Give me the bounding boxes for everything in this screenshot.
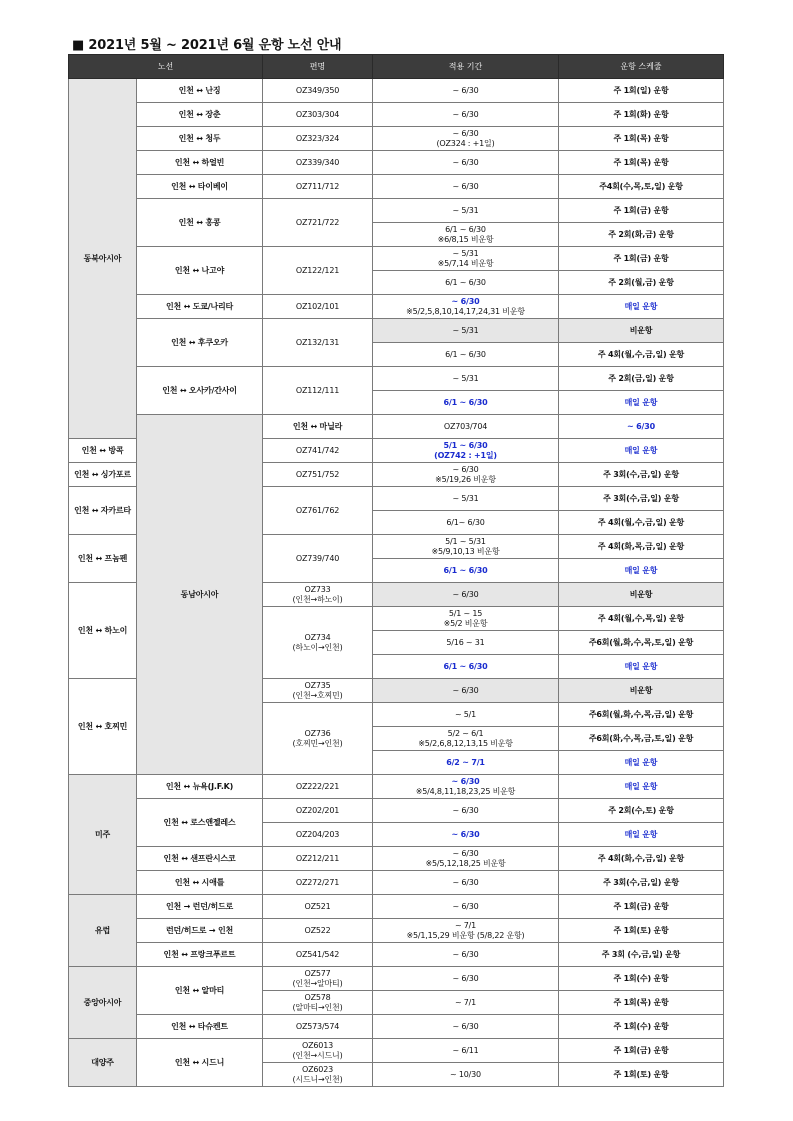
period-cell: ~ 6/30 bbox=[373, 79, 559, 103]
flight-cell: OZ339/340 bbox=[263, 151, 373, 175]
flight-cell: OZ521 bbox=[263, 895, 373, 919]
period-cell: ~ 6/30 bbox=[559, 415, 724, 439]
period-line: ~ 5/31 bbox=[452, 249, 479, 259]
period-cell: ~ 6/30 bbox=[373, 1015, 559, 1039]
flight-line: OZ736 bbox=[304, 729, 331, 739]
period-cell: ~ 6/11 bbox=[373, 1039, 559, 1063]
route-cell: 인천 ↔ 호찌민 bbox=[69, 679, 137, 775]
schedule-cell: 주6회(화,수,목,금,토,일) 운항 bbox=[559, 727, 724, 751]
flight-direction: (인천→호찌민) bbox=[292, 690, 343, 700]
schedule-cell: 매일 운항 bbox=[559, 751, 724, 775]
table-row bbox=[69, 871, 724, 895]
flight-cell: OZ212/211 bbox=[263, 847, 373, 871]
table-row bbox=[69, 175, 724, 199]
table-row bbox=[69, 103, 724, 127]
flight-cell: OZ541/542 bbox=[263, 943, 373, 967]
table-row bbox=[69, 415, 724, 439]
period-cell: 5/16 ~ 31 bbox=[373, 631, 559, 655]
period-cell bbox=[373, 775, 559, 799]
flight-cell bbox=[263, 1039, 373, 1063]
flight-cell: OZ112/111 bbox=[263, 367, 373, 415]
schedule-cell: 주 1회(목) 운항 bbox=[559, 151, 724, 175]
table-row bbox=[69, 919, 724, 943]
period-cell: 6/2 ~ 7/1 bbox=[373, 751, 559, 775]
region-cell: 동북아시아 bbox=[69, 79, 137, 439]
period-cell: ~ 10/30 bbox=[373, 1063, 559, 1087]
flight-line: OZ578 bbox=[304, 993, 331, 1003]
period-cell bbox=[373, 919, 559, 943]
route-cell: 인천 ↔ 싱가포르 bbox=[69, 463, 137, 487]
period-note: ※6/8,15 비운항 bbox=[437, 234, 494, 244]
schedule-cell: 주 1회(토) 운항 bbox=[559, 919, 724, 943]
period-cell: ~ 6/30 bbox=[373, 943, 559, 967]
schedule-cell: 매일 운항 bbox=[559, 775, 724, 799]
table-row bbox=[69, 847, 724, 871]
period-note: ※5/19,26 비운항 bbox=[435, 474, 496, 484]
route-cell: 인천 → 런던/히드로 bbox=[137, 895, 263, 919]
schedule-cell: 주 1회(금) 운항 bbox=[559, 1039, 724, 1063]
period-cell: 6/1~ 6/30 bbox=[373, 511, 559, 535]
flight-line: OZ734 bbox=[304, 633, 331, 643]
schedule-cell: 주4회(수,목,토,일) 운항 bbox=[559, 175, 724, 199]
period-cell: ~ 5/31 bbox=[373, 199, 559, 223]
schedule-cell: 주 1회(수) 운항 bbox=[559, 1015, 724, 1039]
period-line: ~ 6/30 bbox=[452, 465, 479, 475]
route-cell: 인천 ↔ 후쿠오카 bbox=[137, 319, 263, 367]
schedule-cell: 주 3회(수,금,일) 운항 bbox=[559, 871, 724, 895]
period-cell: 6/1 ~ 6/30 bbox=[373, 391, 559, 415]
route-cell: 인천 ↔ 도쿄/나리타 bbox=[137, 295, 263, 319]
period-cell: ~ 5/31 bbox=[373, 487, 559, 511]
route-cell: 인천 ↔ 프놈펜 bbox=[69, 535, 137, 583]
flight-cell: OZ522 bbox=[263, 919, 373, 943]
table-row bbox=[69, 1015, 724, 1039]
flight-line: OZ6023 bbox=[302, 1065, 333, 1075]
table-row bbox=[69, 127, 724, 151]
period-note: ※5/5,12,18,25 비운항 bbox=[425, 858, 506, 868]
schedule-cell: 주 2회(화,금) 운항 bbox=[559, 223, 724, 247]
period-cell: ~ 6/30 bbox=[373, 151, 559, 175]
flight-direction: (호찌민→인천) bbox=[292, 738, 343, 748]
period-cell: 6/1 ~ 6/30 bbox=[373, 655, 559, 679]
flight-direction: (하노이→인천) bbox=[292, 642, 343, 652]
period-line: ~ 6/30 bbox=[451, 777, 480, 787]
period-cell: 6/1 ~ 6/30 bbox=[373, 559, 559, 583]
period-note: (OZ324 : +1일) bbox=[436, 138, 495, 148]
table-row bbox=[69, 295, 724, 319]
route-cell: 인천 ↔ 로스앤젤레스 bbox=[137, 799, 263, 847]
header-row bbox=[69, 55, 724, 79]
period-line: ~ 7/1 bbox=[454, 921, 477, 931]
flight-cell: OZ272/271 bbox=[263, 871, 373, 895]
schedule-cell: 주 1회(화) 운항 bbox=[559, 103, 724, 127]
schedule-cell: 주 1회(일) 운항 bbox=[559, 79, 724, 103]
flight-cell bbox=[263, 703, 373, 775]
period-note: ※5/2,5,8,10,14,17,24,31 비운항 bbox=[406, 306, 525, 316]
table-row bbox=[69, 967, 724, 991]
route-cell: 인천 ↔ 타이베이 bbox=[137, 175, 263, 199]
schedule-cell: 매일 운항 bbox=[559, 655, 724, 679]
schedule-cell: 매일 운항 bbox=[559, 559, 724, 583]
schedule-cell: 매일 운항 bbox=[559, 439, 724, 463]
schedule-cell: 비운항 bbox=[559, 583, 724, 607]
region-cell: 대양주 bbox=[69, 1039, 137, 1087]
period-cell: ~ 5/31 bbox=[373, 367, 559, 391]
table-row bbox=[69, 319, 724, 343]
route-cell: 인천 ↔ 하얼빈 bbox=[137, 151, 263, 175]
period-line: 5/2 ~ 6/1 bbox=[447, 729, 484, 739]
period-cell: ~ 6/30 bbox=[373, 583, 559, 607]
period-cell: ~ 6/30 bbox=[373, 823, 559, 847]
schedule-cell: 주 2회(월,금) 운항 bbox=[559, 271, 724, 295]
period-cell bbox=[373, 727, 559, 751]
flight-line: OZ577 bbox=[304, 969, 331, 979]
schedule-cell: 주6회(월,화,수,목,토,일) 운항 bbox=[559, 631, 724, 655]
period-line: ~ 6/30 bbox=[451, 297, 480, 307]
schedule-cell: 주6회(월,화,수,목,금,일) 운항 bbox=[559, 703, 724, 727]
period-cell bbox=[373, 535, 559, 559]
period-line: ~ 6/30 bbox=[452, 849, 479, 859]
schedule-cell: 주 4회(월,수,금,일) 운항 bbox=[559, 343, 724, 367]
flight-cell: OZ202/201 bbox=[263, 799, 373, 823]
period-line: ~ 6/30 bbox=[452, 129, 479, 139]
schedule-cell: 매일 운항 bbox=[559, 823, 724, 847]
period-cell bbox=[373, 247, 559, 271]
flight-cell: OZ751/752 bbox=[263, 463, 373, 487]
period-note: ※5/9,10,13 비운항 bbox=[431, 546, 500, 556]
flight-cell: OZ222/221 bbox=[263, 775, 373, 799]
schedule-cell: 비운항 bbox=[559, 319, 724, 343]
flight-cell: OZ711/712 bbox=[263, 175, 373, 199]
schedule-cell: 주 1회(금) 운항 bbox=[559, 199, 724, 223]
schedule-cell: 주 4회(월,수,목,일) 운항 bbox=[559, 607, 724, 631]
period-cell: 6/1 ~ 6/30 bbox=[373, 271, 559, 295]
schedule-cell: 주 2회(수,토) 운항 bbox=[559, 799, 724, 823]
flight-direction: (알마티→인천) bbox=[292, 1002, 343, 1012]
flight-cell bbox=[263, 991, 373, 1015]
route-cell: 런던/히드로 → 인천 bbox=[137, 919, 263, 943]
period-note: ※5/1,15,29 비운항 (5/8,22 운항) bbox=[406, 930, 525, 940]
table-row bbox=[69, 199, 724, 223]
route-cell: 인천 ↔ 알마티 bbox=[137, 967, 263, 1015]
flight-cell: OZ573/574 bbox=[263, 1015, 373, 1039]
flight-line: OZ733 bbox=[304, 585, 331, 595]
table-row bbox=[69, 151, 724, 175]
table-row bbox=[69, 799, 724, 823]
period-cell: ~ 6/30 bbox=[373, 967, 559, 991]
table-row bbox=[69, 367, 724, 391]
period-cell bbox=[373, 607, 559, 631]
schedule-cell: 주 1회(목) 운항 bbox=[559, 127, 724, 151]
period-line: 5/1 ~ 5/31 bbox=[445, 537, 486, 547]
route-cell: 인천 ↔ 프랑크푸르트 bbox=[137, 943, 263, 967]
route-cell: 인천 ↔ 나고야 bbox=[137, 247, 263, 295]
schedule-cell: 비운항 bbox=[559, 679, 724, 703]
schedule-cell: 매일 운항 bbox=[559, 295, 724, 319]
flight-direction: (인천→시드니) bbox=[292, 1050, 343, 1060]
schedule-cell: 주 1회(수) 운항 bbox=[559, 967, 724, 991]
route-cell: 인천 ↔ 샌프란시스코 bbox=[137, 847, 263, 871]
table-row bbox=[69, 247, 724, 271]
flight-cell: OZ349/350 bbox=[263, 79, 373, 103]
region-cell: 중앙아시아 bbox=[69, 967, 137, 1039]
flight-cell: OZ761/762 bbox=[263, 487, 373, 535]
schedule-cell: 주 1회(금) 운항 bbox=[559, 247, 724, 271]
route-cell: 인천 ↔ 자카르타 bbox=[69, 487, 137, 535]
route-cell: 인천 ↔ 청두 bbox=[137, 127, 263, 151]
period-note: (OZ742 : +1일) bbox=[434, 450, 497, 460]
schedule-cell: 주 4회(화,수,금,일) 운항 bbox=[559, 847, 724, 871]
table-row bbox=[69, 79, 724, 103]
period-line: 5/1 ~ 6/30 bbox=[443, 441, 488, 451]
header-flight: 편명 bbox=[263, 55, 373, 79]
table-row bbox=[69, 895, 724, 919]
header-route: 노선 bbox=[69, 55, 263, 79]
period-cell: ~ 7/1 bbox=[373, 991, 559, 1015]
period-cell: ~ 6/30 bbox=[373, 679, 559, 703]
route-cell: 인천 ↔ 뉴욕(J.F.K) bbox=[137, 775, 263, 799]
flight-cell: OZ303/304 bbox=[263, 103, 373, 127]
period-note: ※5/7,14 비운항 bbox=[437, 258, 494, 268]
header-schedule: 운항 스케줄 bbox=[559, 55, 724, 79]
flight-direction: (시드니→인천) bbox=[292, 1074, 343, 1084]
flight-cell: OZ102/101 bbox=[263, 295, 373, 319]
period-cell: ~ 6/30 bbox=[373, 799, 559, 823]
route-cell: 인천 ↔ 하노이 bbox=[69, 583, 137, 679]
period-line: 6/1 ~ 6/30 bbox=[445, 225, 486, 235]
route-cell: 인천 ↔ 시애틀 bbox=[137, 871, 263, 895]
schedule-cell: 주 3회 (수,금,일) 운항 bbox=[559, 943, 724, 967]
table-row bbox=[69, 1039, 724, 1063]
flight-cell bbox=[263, 967, 373, 991]
flight-cell bbox=[263, 583, 373, 607]
table-row bbox=[69, 775, 724, 799]
flight-line: OZ735 bbox=[304, 681, 331, 691]
schedule-cell: 주 1회(목) 운항 bbox=[559, 991, 724, 1015]
flight-cell: OZ122/121 bbox=[263, 247, 373, 295]
route-cell: 인천 ↔ 마닐라 bbox=[263, 415, 373, 439]
region-cell: 동남아시아 bbox=[137, 415, 263, 775]
flight-cell: OZ323/324 bbox=[263, 127, 373, 151]
route-cell: 인천 ↔ 홍콩 bbox=[137, 199, 263, 247]
header-period: 적용 기간 bbox=[373, 55, 559, 79]
period-note: ※5/2 비운항 bbox=[443, 618, 488, 628]
period-cell: ~ 6/30 bbox=[373, 871, 559, 895]
route-cell: 인천 ↔ 방콕 bbox=[69, 439, 137, 463]
flight-cell: OZ204/203 bbox=[263, 823, 373, 847]
region-cell: 유럽 bbox=[69, 895, 137, 967]
period-cell: ~ 6/30 bbox=[373, 103, 559, 127]
period-cell bbox=[373, 223, 559, 247]
schedule-cell: 주 3회(수,금,일) 운항 bbox=[559, 487, 724, 511]
period-cell bbox=[373, 439, 559, 463]
flight-line: OZ6013 bbox=[302, 1041, 333, 1051]
schedule-cell: 주 1회(금) 운항 bbox=[559, 895, 724, 919]
period-cell: 6/1 ~ 6/30 bbox=[373, 343, 559, 367]
flight-cell bbox=[263, 1063, 373, 1087]
route-cell: 인천 ↔ 장춘 bbox=[137, 103, 263, 127]
period-cell bbox=[373, 295, 559, 319]
flight-cell: OZ739/740 bbox=[263, 535, 373, 583]
flight-cell: OZ741/742 bbox=[263, 439, 373, 463]
period-cell: ~ 5/31 bbox=[373, 319, 559, 343]
schedule-cell: 주 1회(토) 운항 bbox=[559, 1063, 724, 1087]
table-row bbox=[69, 943, 724, 967]
route-cell: 인천 ↔ 난징 bbox=[137, 79, 263, 103]
period-note: ※5/4,8,11,18,23,25 비운항 bbox=[415, 786, 516, 796]
schedule-cell: 주 4회(월,수,금,일) 운항 bbox=[559, 511, 724, 535]
period-note: ※5/2,6,8,12,13,15 비운항 bbox=[418, 738, 513, 748]
route-cell: 인천 ↔ 타슈켄트 bbox=[137, 1015, 263, 1039]
flight-cell: OZ132/131 bbox=[263, 319, 373, 367]
flight-cell: OZ703/704 bbox=[373, 415, 559, 439]
period-cell: ~ 6/30 bbox=[373, 895, 559, 919]
schedule-cell: 매일 운항 bbox=[559, 391, 724, 415]
region-cell: 미주 bbox=[69, 775, 137, 895]
flight-cell: OZ721/722 bbox=[263, 199, 373, 247]
route-cell: 인천 ↔ 시드니 bbox=[137, 1039, 263, 1087]
schedule-cell: 주 3회(수,금,일) 운항 bbox=[559, 463, 724, 487]
flight-cell bbox=[263, 679, 373, 703]
period-cell: ~ 6/30 bbox=[373, 175, 559, 199]
period-cell bbox=[373, 847, 559, 871]
flight-direction: (인천→알마티) bbox=[292, 978, 343, 988]
schedule-cell: 주 4회(화,목,금,일) 운항 bbox=[559, 535, 724, 559]
period-line: 5/1 ~ 15 bbox=[448, 609, 483, 619]
period-cell: ~ 5/1 bbox=[373, 703, 559, 727]
flight-direction: (인천→하노이) bbox=[292, 594, 343, 604]
schedule-table bbox=[68, 54, 724, 1087]
period-cell bbox=[373, 127, 559, 151]
flight-cell bbox=[263, 607, 373, 679]
period-cell bbox=[373, 463, 559, 487]
schedule-cell: 주 2회(금,일) 운항 bbox=[559, 367, 724, 391]
page-title: ■ 2021년 5월 ~ 2021년 6월 운항 노선 안내 bbox=[72, 38, 342, 53]
route-cell: 인천 ↔ 오사카/간사이 bbox=[137, 367, 263, 415]
